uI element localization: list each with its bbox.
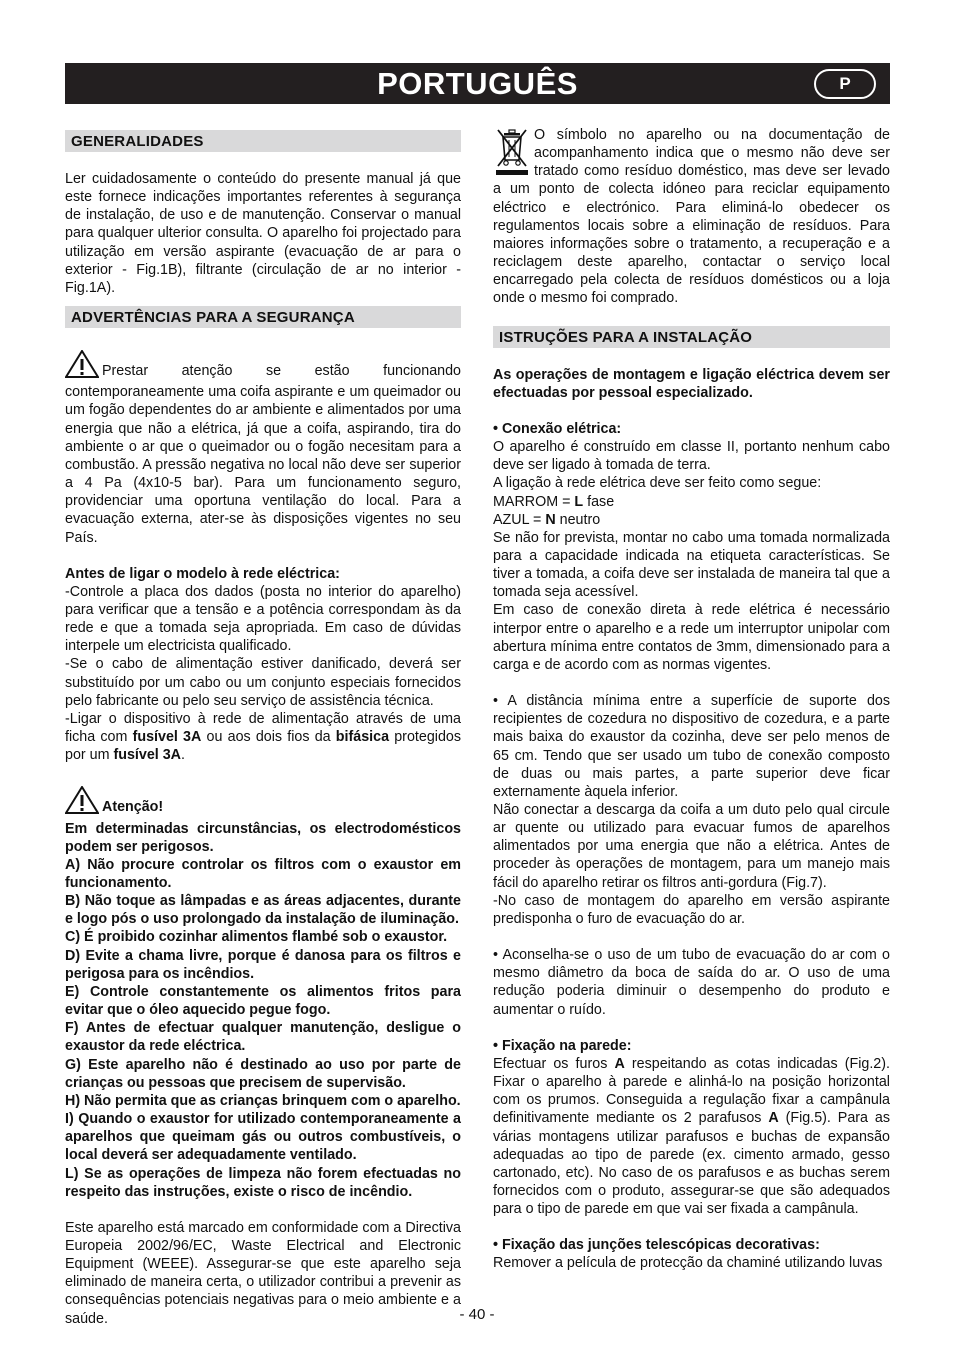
wall-fixing-heading: • Fixação na parede: bbox=[493, 1037, 632, 1054]
section-heading-installation: ISTRUÇÕES PARA A INSTALAÇÃO bbox=[493, 326, 890, 348]
attention-item: C) É proibido cozinhar alimentos flambé sob o exaustor. bbox=[65, 929, 448, 946]
attention-item: H) Não permita que as crianças brinquem com o aparelho. bbox=[65, 1092, 461, 1109]
duct-text: Não conectar a descarga da coifa a um duto pelo qual circule ar quente ou utilizado para evacuar fumos de aparelhos alimentados por uma energia que não a elétrica. Antes de proceder às operações de montagem, para um manejo mais fácil do aparelho retirar os filtros anti-gordura (Fig.7). bbox=[493, 802, 890, 891]
attention-heading: Atenção! bbox=[65, 786, 461, 819]
weee-directive-text: Este aparelho está marcado em conformidade com a Directiva Europeia 2002/96/EC, Waste Electrical and Electronic Equipment (WEEE). Assegurar-se que este aparelho seja eliminado de maneira certa, o utilizador contribui a prevenir as consequências potenciais negativas para o meio ambiente e a saúde. bbox=[65, 1219, 461, 1327]
attention-item: A) Não procure controlar os filtros com o exaustor em funcionamento. bbox=[65, 856, 461, 891]
connection-text-3: Se não for prevista, montar no cabo uma tomada normalizada para a capacidade indicada na etiqueta características. Se tiver a tomada, a coifa deve ser instalada de maneira tal que a tomada seja acessível. bbox=[493, 529, 890, 601]
attention-intro: Em determinadas circunstâncias, os electrodomésticos podem ser perigosos. bbox=[65, 820, 461, 855]
left-column bbox=[65, 130, 461, 1328]
connection-text-2: A ligação à rede elétrica deve ser feito como segue: bbox=[493, 475, 822, 492]
attention-item: L) Se as operações de limpeza não forem efectuadas no respeito das instruções, existe o risco de incêndio. bbox=[65, 1165, 461, 1200]
before-connect-heading: Antes de ligar o modelo à rede eléctrica: bbox=[65, 565, 340, 582]
brown-wire-line: MARROM = L fase bbox=[493, 493, 615, 510]
tube-text: • Aconselha-se o uso de um tubo de evacuação do ar com o mesmo diâmetro da boca de saída do ar. O uso de uma redução poderia diminuir o desempenho do produto e aumentar o ruído. bbox=[493, 947, 890, 1018]
general-text: Ler cuidadosamente o conteúdo do presente manual já que este fornece indicações importantes referentes à segurança de instalação, de uso e de manutenção. Conservar o manual para qualquer ulterior consulta. O aparelho foi projectado para utilização em versão aspirante (evacuação de ar para o exterior - Fig.1B), filtrante (circulação de ar no interior - Fig.1A). bbox=[65, 171, 461, 296]
installation-intro: As operações de montagem e ligação eléctrica devem ser efectuadas por pessoal especializado. bbox=[493, 366, 890, 401]
right-column bbox=[493, 126, 890, 1273]
attention-item: G) Este aparelho não é destinado ao uso por parte de crianças ou pessoas que precisem de supervisão. bbox=[65, 1056, 461, 1091]
section-heading-safety: ADVERTÊNCIAS PARA A SEGURANÇA bbox=[65, 306, 461, 328]
warning-triangle-icon bbox=[65, 786, 99, 819]
telescopic-joints-text: Remover a película de protecção da chaminé utilizando luvas bbox=[493, 1255, 883, 1272]
language-badge: P bbox=[814, 69, 876, 99]
attention-item: E) Controle constantemente os alimentos fritos para evitar que o óleo aquecido pegue fogo. bbox=[65, 983, 461, 1019]
attention-item: B) Não toque as lâmpadas e as áreas adjacentes, durante e logo pós o uso prolongado da instalação de iluminação. bbox=[65, 893, 461, 928]
connection-text-4: Em caso de conexão direta à rede elétrica é necessário interpor entre o aparelho e a rede um interruptor unipolar com abertura mínima entre contatos de 3mm, dimensionado para a carga e de acordo com as normas vigentes. bbox=[493, 602, 890, 673]
telescopic-joints-heading: • Fixação das junções telescópicas decorativas: bbox=[493, 1237, 820, 1254]
page-title: PORTUGUÊS bbox=[377, 66, 578, 101]
attention-item: D) Evite a chama livre, porque é danosa para os filtros e perigosa para os incêndios. bbox=[65, 947, 461, 982]
section-heading-general: GENERALIDADES bbox=[65, 130, 461, 152]
language-header bbox=[65, 63, 890, 104]
before-connect-2: -Se o cabo de alimentação estiver danificado, deverá ser substituído por um cabo ou um conjunto especiais fornecidos pelo fabricante ou pelo seu serviço de assistência técnica. bbox=[65, 656, 461, 709]
attention-item: I) Quando o exaustor for utilizado contemporaneamente a aparelhos que queimam gás ou outros combustíveis, o local deverá ser adequadamente ventilado. bbox=[65, 1111, 461, 1164]
warning-paragraph: Prestar atenção se estão funcionando contemporaneamente uma coifa aspirante e um queimador ou um fogão dependentes do ar ambiente e alimentados por uma energia que não a elétrica, já que a coifa, aspirando, tira do ambiente o ar que o queimador ou o fogão necesitam para a combustão. A pressão negativa no local não deve ser superior a 4 Pa (4x10-5 bar). Para um funcionamento seguro, providenciar uma oportuna ventilação do local. Para a evacuação externa, ater-se às disposições vigentes no seu País. bbox=[65, 350, 461, 547]
electrical-connection-heading: • Conexão elétrica: bbox=[493, 420, 622, 437]
connection-text-1: O aparelho é construído em classe II, portanto nenhum cabo deve ser ligado à tomada de terra. bbox=[493, 439, 890, 474]
blue-wire-line: AZUL = N neutro bbox=[493, 511, 601, 528]
attention-item: F) Antes de efectuar qualquer manutenção, desligue o exaustor da rede eléctrica. bbox=[65, 1020, 461, 1055]
weee-symbol-text: O símbolo no aparelho ou na documentação de acompanhamento indica que o mesmo não deve ser tratado como resíduo doméstico, mas deve ser levado a um ponto de colecta idóneo para reciclar equipamento eléctrico e electrónico. Para eliminá-lo obedecer os regulamentos locais sobre a eliminação de resíduos. Para maiores informações sobre o tratamento, a recuperação e a reciclagem deste aparelho, contactar o serviço local encarregado pela colecta de resíduos domésticos ou a loja onde o mesmo foi comprado. bbox=[493, 127, 890, 307]
page-number: - 40 - bbox=[459, 1306, 495, 1323]
distance-text: • A distância mínima entre a superfície de suporte dos recipientes de cozedura no dispositivo de cozedura, e a parte mais baixa do exaustor da cozinha, deve ser pelo menos de 65 cm. Tendo que ser usado um tubo de conexão composto de duas ou mais partes, a parte superior deve ficar externamente àquela inferior. bbox=[493, 693, 890, 800]
before-connect-3: -Ligar o dispositivo à rede de alimentação através de uma ficha com fusível 3A ou aos dois fios da bifásica protegidos por um fusível 3A. bbox=[65, 710, 461, 764]
before-connect-1: -Controle a placa dos dados (posta no interior do aparelho) para verificar que a tensão e a potência correspondam às da rede e que a tomada seja apropriada. Em caso de dúvidas interpele um electricista qualificado. bbox=[65, 583, 461, 655]
duct-text-2: -No caso de montagem do aparelho em versão aspirante predisponha o furo de evacuação do ar. bbox=[493, 892, 890, 927]
wall-fixing-text: Efectuar os furos A respeitando as cotas indicadas (Fig.2). Fixar o aparelho à parede e alinhá-lo na posição horizontal com os prumos. Conseguida a regulação fixar a campânula definitivamente mediante os 2 parafusos A (Fig.5). Para as várias montagens utilizar parafusos e buchas de expansão adequadas ao tipo de parede (ex. cimento armado, gesso cartonado, etc). No caso de os parafusos e as buchas serem fornecidos com o produto, assegurar-se que são adequados para o tipo de parede em que vai ser fixada a campânula. bbox=[493, 1055, 890, 1218]
warning-triangle-icon bbox=[65, 350, 99, 383]
crossed-out-bin-icon bbox=[493, 126, 531, 180]
